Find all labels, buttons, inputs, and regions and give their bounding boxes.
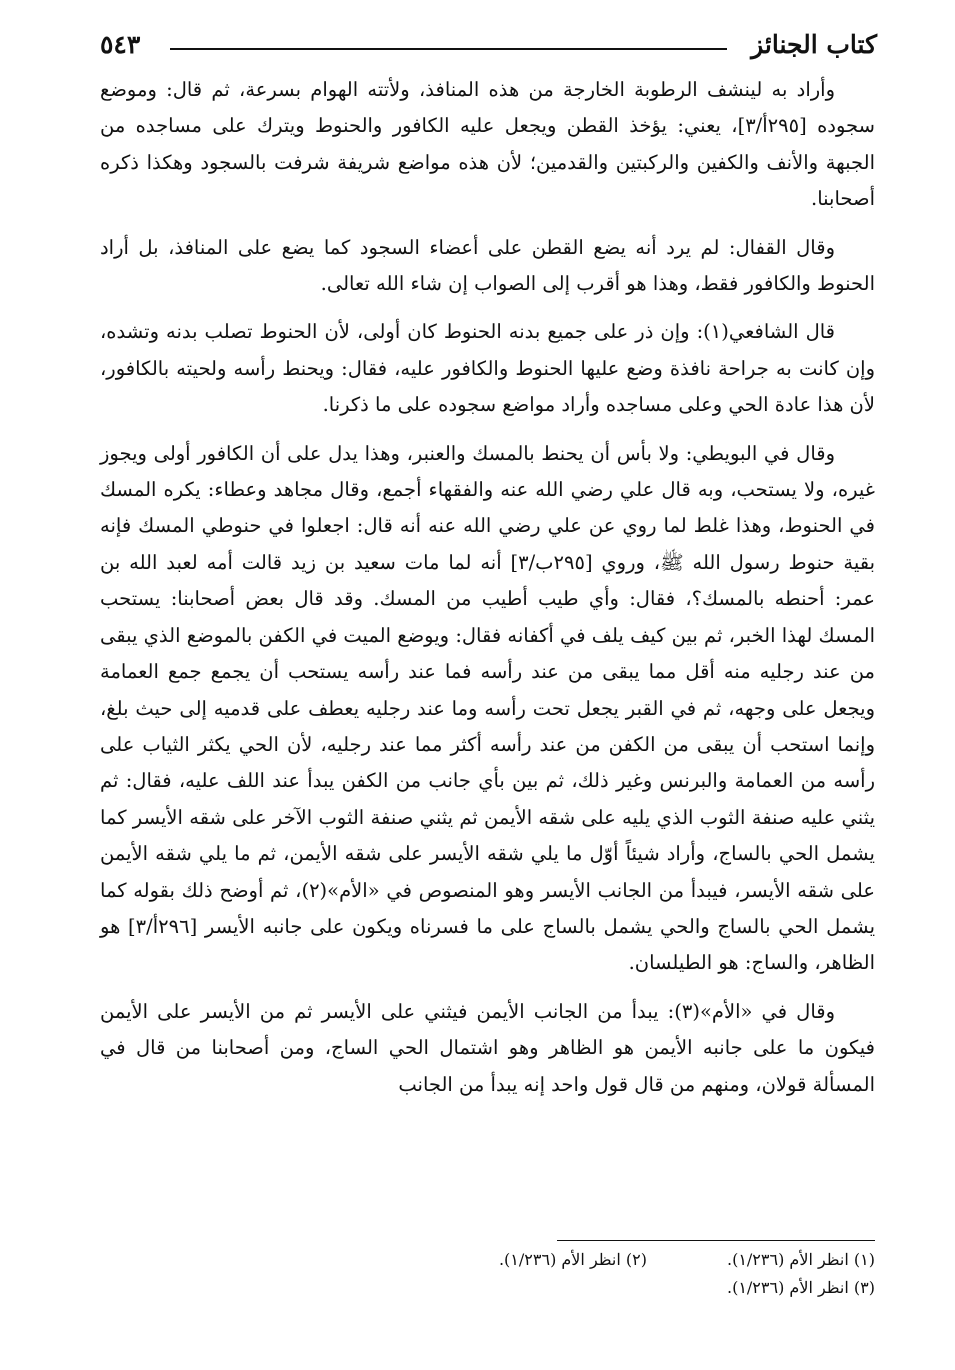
paragraph: قال الشافعي(١): وإن ذر على جميع بدنه الحنوط كان أولى، لأن الحنوط تصلب بدنه وتشده، وإن كانت به جراحة نافذة وضع عليها الحنوط والكافور عليه، فقال: ويحنط رأسه ولحيته بالكافور، لأن هذا عادة الحي وعلى مساجده وأراد مواضع سجوده على ما ذكرنا. bbox=[100, 320, 876, 417]
paragraph: وقال في البويطي: ولا بأس أن يحنط بالمسك والعنبر، وهذا يدل على أن الكافور أولى ويجوز غيره، ولا يستحب، وبه قال علي رضي الله عنه والفقهاء أجمع، وقال مجاهد وعطاء: يكره المسك في الحنوط، وهذا غلط لما روي عن علي رضي الله عنه أنه قال: اجعلوا في حنوطي المسك فإنه بقية حنوط رسول الله ﷺ، وروي [٢٩٥ب/٣] أنه لما مات سعيد بن زيد قالت أمه لعبد الله بن عمر: أحنطه بالمسك؟، فقال: وأي طيب أطيب من المسك. وقد قال بعض أصحابنا: يستحب المسك لهذا الخبر، ثم بين كيف يلف في أكفانه فقال: ويوضع الميت في الكفن بالموضع الذي يبقى من عند رجليه منه أقل مما يبقى من عند رأسه فما عند رأسه يستحب أن يجمع جمع العمامة ويجعل على وجهه، ثم في القبر يجعل تحت رأسه وما عند رجليه يعطف على قدميه إلى حيث بلغ، وإنما استحب أن يبقى من الكفن من عند رأسه أكثر مما عند رجليه، لأن الحي يكثر الثياب على رأسه من العمامة والبرنس وغير ذلك، ثم بين بأي جانب من الكفن يبدأ عند اللف عليه، فقال: ثم يثني عليه صنفة الثوب الذي يليه على شقه الأيمن ثم يثني صنفة الثوب الآخر على شقه الأيسر كما يشمل الحي بالساج، وأراد شيئاً أوّل ما يلي شقه الأيسر على شقه الأيمن، ثم ما يلي شقه الأيمن على شقه الأيسر، فيبدأ من الجانب الأيسر وهو المنصوص في «الأم»(٢)، ثم أوضح ذلك بقوله كما يشمل الحي بالساج والحي يشمل بالساج على ما فسرناه ويكون على جانبه الأيسر [٢٩٦أ/٣] هو الظاهر، والساج: هو الطيلسان. bbox=[100, 441, 875, 975]
paragraph: وقال في «الأم»(٣): يبدأ من الجانب الأيمن فيثني على الأيسر ثم من الأيسر على الأيمن فيكون ما على جانبه الأيمن هو الظاهر وهو اشتمال الحي الساج، ومن أصحابنا من قال في المسألة قولان، ومنهم من قال قول واحد إنه يبدأ من الجانب bbox=[100, 999, 875, 1096]
header-rule bbox=[170, 48, 727, 50]
footnote-2: (٢) انظر الأم (١/٢٣٦). bbox=[498, 1250, 647, 1269]
book-title: كتاب الجنائز bbox=[751, 30, 877, 59]
main-text bbox=[100, 72, 875, 1115]
footnote-3: (٣) انظر الأم (١/٢٣٦). bbox=[726, 1278, 875, 1297]
footnote-1: (١) انظر الأم (١/٢٣٦). bbox=[726, 1250, 875, 1269]
footnote-rule bbox=[557, 1240, 875, 1241]
footnotes bbox=[100, 1246, 875, 1302]
page-number: ٥٤٣ bbox=[100, 30, 141, 59]
running-header bbox=[100, 28, 877, 64]
paragraph: وأراد به لينشف الرطوبة الخارجة من هذه المنافذ، ولأتته الهوام بسرعة، ثم قال: وموضع سجوده [٢٩٥أ/٣]، يعني: يؤخذ القطن ويجعل عليه الكافور والحنوط ويترك على مساجده من الجبهة والأنف والكفين والركبتين والقدمين؛ لأن هذه مواضع شريفة شرفت بالسجود وهكذا ذكره أصحابنا. bbox=[100, 78, 875, 211]
paragraph: وقال القفال: لم يرد أنه يضع القطن على أعضاء السجود كما يضع على المنافذ، بل أراد الحنوط والكافور فقط، وهذا هو أقرب إلى الصواب إن شاء الله تعالى. bbox=[100, 235, 875, 296]
